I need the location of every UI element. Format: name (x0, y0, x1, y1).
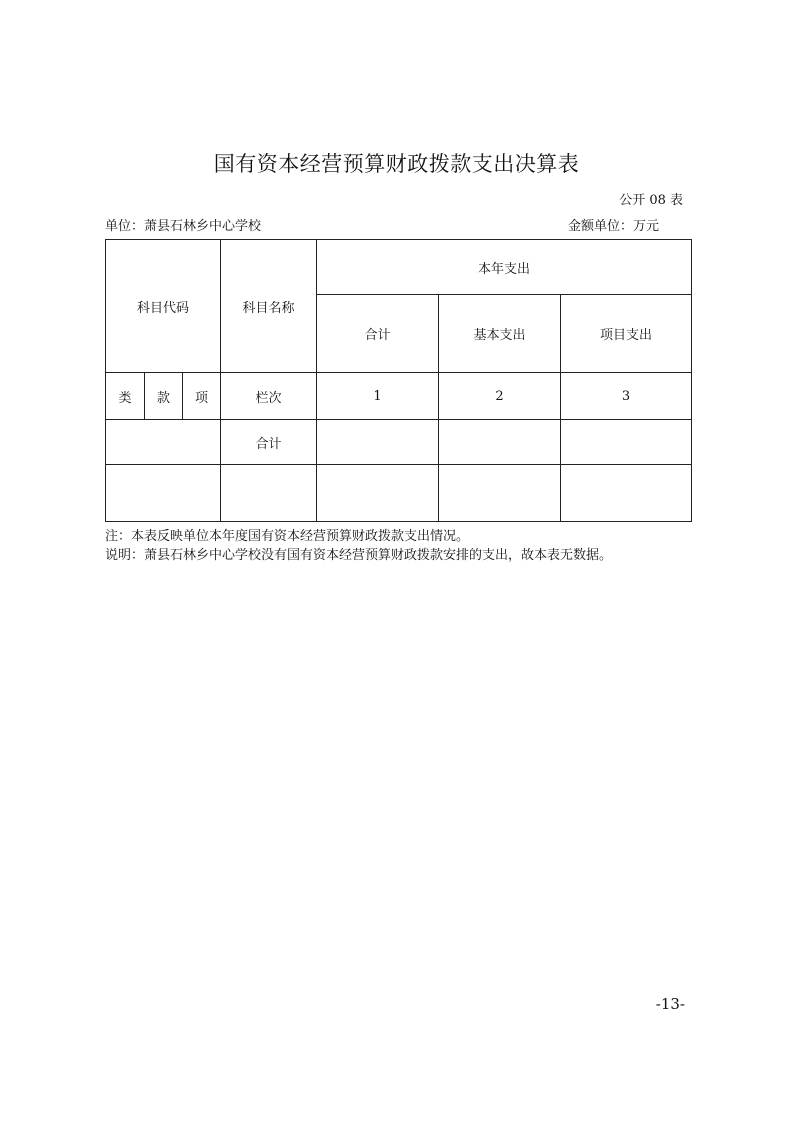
total-header: 合计 (317, 295, 439, 373)
current-year-expense-header: 本年支出 (317, 240, 692, 295)
total-row-code (106, 420, 221, 465)
code-row (106, 373, 692, 420)
column-number-1: 1 (317, 373, 439, 420)
table-explanation: 说明：萧县石林乡中心学校没有国有资本经营预算财政拨款安排的支出，故本表无数据。 (105, 548, 613, 563)
unit-label: 单位：萧县石林乡中心学校 (105, 219, 262, 234)
subject-name-header: 科目名称 (221, 240, 317, 373)
data-row-project (561, 465, 692, 522)
column-number-3: 3 (561, 373, 692, 420)
data-row-code (106, 465, 221, 522)
basic-expense-header: 基本支出 (439, 295, 561, 373)
page-number: -13- (655, 995, 685, 1013)
project-expense-header: 项目支出 (561, 295, 692, 373)
amount-unit-label: 金额单位：万元 (568, 219, 660, 234)
column-label-cell: 栏次 (221, 373, 317, 420)
data-row-basic (439, 465, 561, 522)
total-row-basic (439, 420, 561, 465)
table-note: 注：本表反映单位本年度国有资本经营预算财政拨款支出情况。 (105, 529, 470, 544)
form-id: 公开 08 表 (619, 193, 683, 208)
expense-table (105, 239, 692, 522)
total-row-label: 合计 (221, 420, 317, 465)
total-row-project (561, 420, 692, 465)
header-row-1 (106, 240, 692, 295)
subject-code-header: 科目代码 (106, 240, 221, 373)
data-row-name (221, 465, 317, 522)
data-row-total (317, 465, 439, 522)
page-title: 国有资本经营预算财政拨款支出决算表 (213, 152, 580, 176)
total-row-total (317, 420, 439, 465)
column-number-2: 2 (439, 373, 561, 420)
expense-table-container (105, 239, 691, 521)
table-row (106, 465, 692, 522)
section-cell: 款 (145, 373, 183, 420)
total-row (106, 420, 692, 465)
item-cell: 项 (183, 373, 221, 420)
category-cell: 类 (106, 373, 145, 420)
